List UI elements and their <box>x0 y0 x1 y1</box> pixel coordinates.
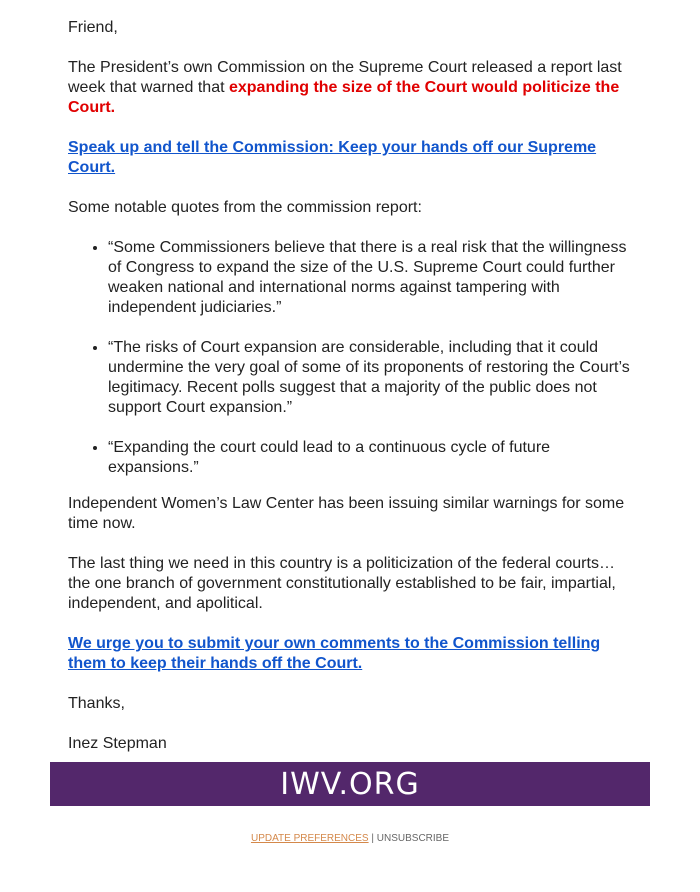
quote-item: • “The risks of Court expansion are considerable, including that it could undermine the very goal of some of its proponents of restoring the Court’s legitimacy. Recent polls suggest that a majority of the public does not support Court expansion.” <box>108 338 638 418</box>
iwv-banner[interactable] <box>50 762 650 806</box>
quotes-list <box>68 238 638 478</box>
quotes-intro: Some notable quotes from the commission report: <box>68 199 422 216</box>
signoff: Thanks, <box>68 695 125 712</box>
quote-item: • “Some Commissioners believe that there is a real risk that the willingness of Congress to expand the size of the U.S. Supreme Court could further weaken national and international norms against tampering with independent judiciaries.” <box>108 238 638 318</box>
email-body <box>68 18 638 754</box>
submit-comments-link[interactable]: We urge you to submit your own comments to the Commission telling them to keep their hands off the Court. <box>68 635 601 672</box>
signature: Inez Stepman <box>68 735 167 752</box>
banner-logo-text: IWV.ORG <box>280 766 420 802</box>
quote-item: • “Expanding the court could lead to a continuous cycle of future expansions.” <box>108 438 638 478</box>
intro-text: The President’s own Commission on the Supreme Court released a report last week that warned that <box>68 59 622 96</box>
footer-separator: | <box>371 833 374 844</box>
cta-paragraph-1 <box>68 138 638 178</box>
greeting: Friend, <box>68 19 118 36</box>
last-thing-paragraph: The last thing we need in this country is a politicization of the federal courts… the one branch of government constitutionally established to be fair, impartial, independent, and apolitical. <box>68 555 616 612</box>
iwlc-paragraph: Independent Women’s Law Center has been issuing similar warnings for some time now. <box>68 495 625 532</box>
speak-up-link[interactable]: Speak up and tell the Commission: Keep your hands off our Supreme Court. <box>68 139 597 176</box>
cta-paragraph-2 <box>68 634 638 674</box>
intro-paragraph <box>68 58 638 118</box>
unsubscribe-link[interactable]: UNSUBSCRIBE <box>376 833 450 844</box>
update-preferences-link[interactable]: UPDATE PREFERENCES <box>250 833 369 844</box>
intro-highlight: expanding the size of the Court would politicize the Court. <box>68 79 620 116</box>
email-footer <box>0 833 700 844</box>
